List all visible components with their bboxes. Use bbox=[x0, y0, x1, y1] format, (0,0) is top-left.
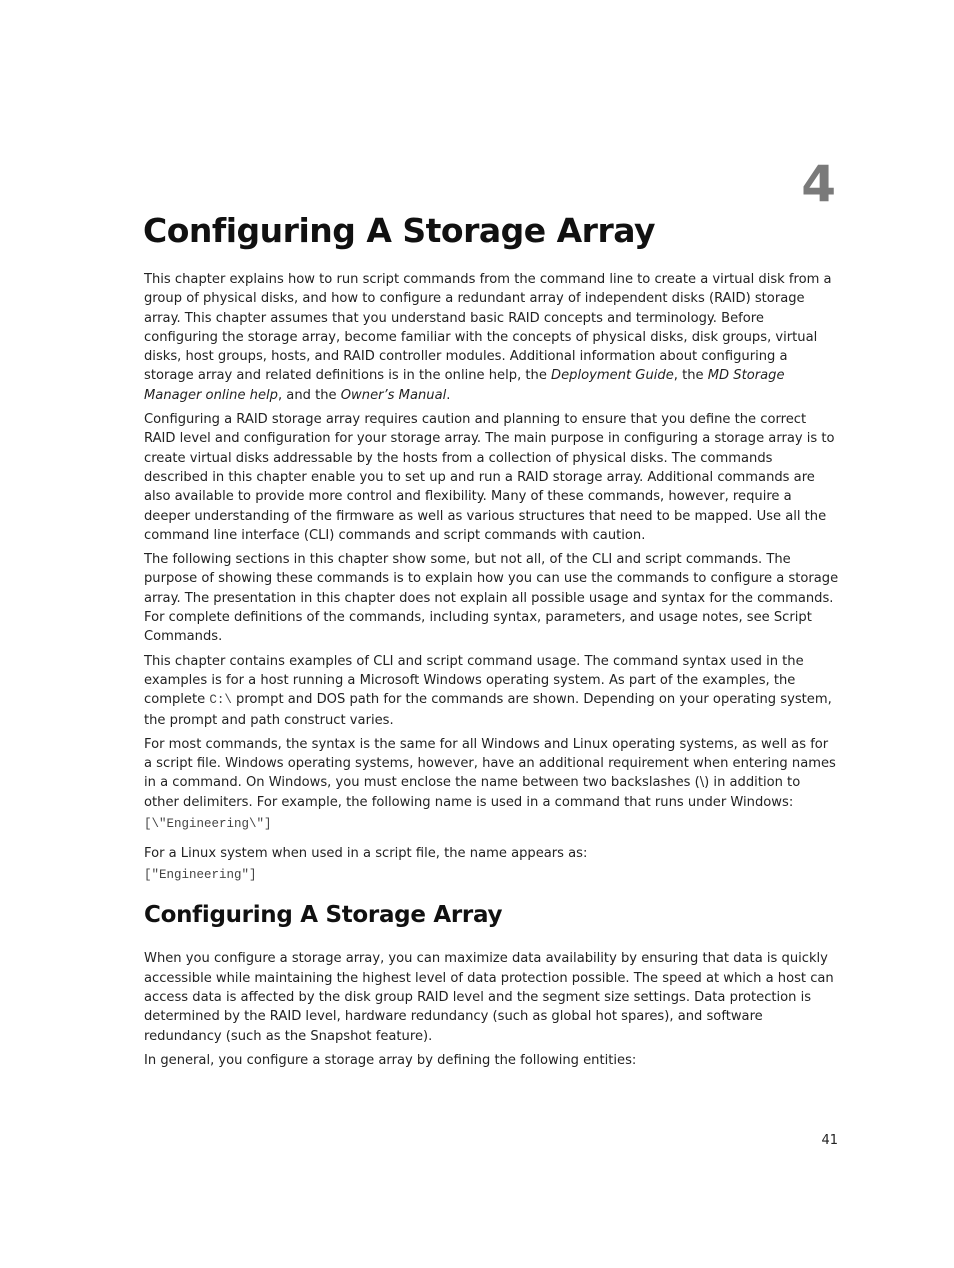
intro-paragraph-4 bbox=[144, 652, 839, 730]
page-content bbox=[144, 270, 839, 1075]
intro-paragraph-2: Configuring a RAID storage array requires caution and planning to ensure that you define the correct RAID level and configuration for your storage array. The main purpose in configuring a storage array is to create virtual disks addressable by the hosts from a collection of physical disks. The commands described in this chapter enable you to set up and run a RAID storage array. Additional commands are also available to provide more control and flexibility. Many of these commands, however, require a deeper understanding of the firmware as well as various structures that need to be mapped. Use all the command line interface (CLI) commands and script commands with caution. bbox=[144, 412, 835, 543]
intro-text: This chapter explains how to run script commands from the command line to create a virtual disk from a group of physical disks, and how to configure a redundant array of independent disks (RAID) storage array. This chapter assumes that you understand basic RAID concepts and terminology. Before configuring the storage array, become familiar with the concepts of physical disks, disk groups, virtual disks, host groups, hosts, and RAID controller modules. Additional information about configuring a storage array and related definitions is in the online help, the bbox=[144, 272, 832, 384]
intro-paragraph-6: For a Linux system when used in a script file, the name appears as: bbox=[144, 846, 588, 862]
intro-paragraph-5: For most commands, the syntax is the same for all Windows and Linux operating systems, as well as for a script file. Windows operating systems, however, have an additional requirement when entering names in a command. On Windows, you must enclose the name between two backslashes (\) in addition to other delimiters. For example, the following name is used in a command that runs under Windows: bbox=[144, 736, 836, 810]
doc-reference-online-help: MD Storage Manager online help bbox=[144, 368, 785, 403]
code-example-linux: ["Engineering"] bbox=[144, 868, 257, 883]
chapter-number: 4 bbox=[801, 155, 836, 213]
intro-text: This chapter contains examples of CLI and script command usage. The command syntax used in the examples is for a host running a Microsoft Windows operating system. As part of the examples, the complete bbox=[144, 653, 804, 708]
intro-text: . bbox=[446, 387, 451, 403]
section-paragraph-1: When you configure a storage array, you can maximize data availability by ensuring that data is quickly accessible while maintaining the highest level of data protection possible. The speed at which a host can access data is affected by the disk group RAID level and the segment size settings. Data protection is determined by the RAID level, hardware redundancy (such as global hot spares), and software redundancy (such as the Snapshot feature). bbox=[144, 951, 834, 1044]
inline-code-prompt: C:\ bbox=[209, 693, 232, 708]
section-heading: Configuring A Storage Array bbox=[144, 902, 503, 929]
intro-text: , and the bbox=[277, 387, 341, 403]
intro-text: prompt and DOS path for the commands are shown. Depending on your operating system, the prompt and path construct varies. bbox=[144, 692, 832, 728]
intro-paragraph-3: The following sections in this chapter show some, but not all, of the CLI and script commands. The purpose of showing these commands is to explain how you can use the commands to configure a storage array. The presentation in this chapter does not explain all possible usage and syntax for the commands. For complete definitions of the commands, including syntax, parameters, and usage notes, see Script Commands. bbox=[144, 552, 839, 645]
doc-reference-deployment-guide: Deployment Guide bbox=[551, 368, 674, 384]
code-example-windows: [\"Engineering\"] bbox=[144, 817, 272, 832]
doc-reference-owners-manual: Owner’s Manual bbox=[340, 387, 447, 403]
chapter-title: Configuring A Storage Array bbox=[143, 211, 655, 250]
intro-text: , the bbox=[673, 368, 708, 384]
section-paragraph-2: In general, you configure a storage array by defining the following entities: bbox=[144, 1052, 637, 1068]
intro-paragraph-1 bbox=[144, 270, 839, 405]
page-number: 41 bbox=[821, 1133, 838, 1148]
